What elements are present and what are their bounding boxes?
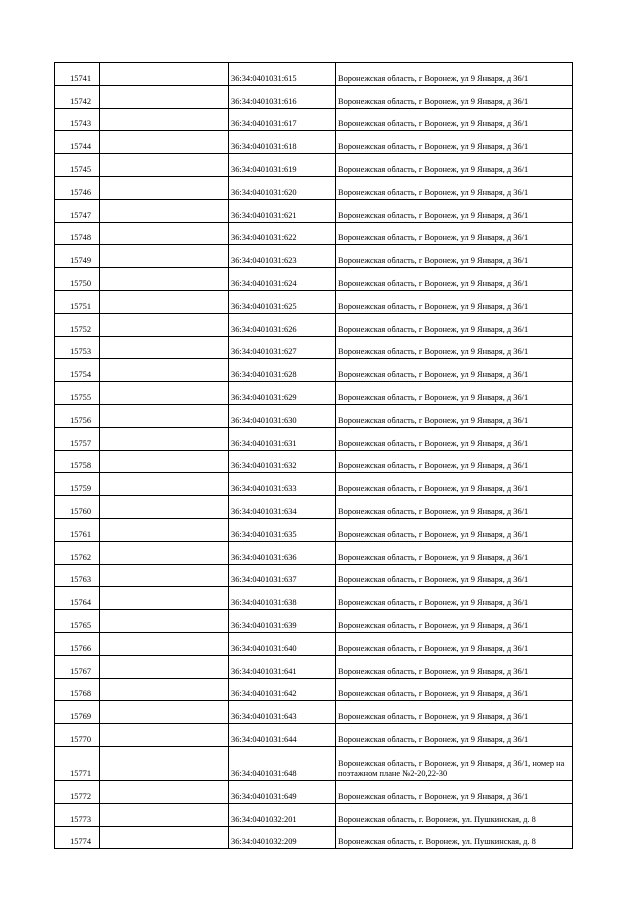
row-number-cell: 15761	[55, 518, 100, 541]
registry-table-body	[55, 63, 573, 849]
table-row	[55, 154, 573, 177]
cadastral-number-cell: 36:34:0401031:620	[229, 176, 336, 199]
table-row	[55, 746, 573, 780]
address-cell: Воронежская область, г Воронеж, ул 9 Января, д 36/1	[336, 176, 573, 199]
row-number-cell: 15749	[55, 245, 100, 268]
empty-cell	[100, 404, 229, 427]
address-cell: Воронежская область, г Воронеж, ул 9 Января, д 36/1	[336, 85, 573, 108]
empty-cell	[100, 222, 229, 245]
empty-cell	[100, 427, 229, 450]
address-cell: Воронежская область, г Воронеж, ул 9 Января, д 36/1	[336, 382, 573, 405]
table-row	[55, 780, 573, 803]
cadastral-number-cell: 36:34:0401031:648	[229, 746, 336, 780]
cadastral-number-cell: 36:34:0401031:618	[229, 131, 336, 154]
row-number-cell: 15768	[55, 678, 100, 701]
empty-cell	[100, 746, 229, 780]
cadastral-number-cell: 36:34:0401031:623	[229, 245, 336, 268]
row-number-cell: 15758	[55, 450, 100, 473]
row-number-cell: 15757	[55, 427, 100, 450]
cadastral-number-cell: 36:34:0401031:619	[229, 154, 336, 177]
row-number-cell: 15748	[55, 222, 100, 245]
cadastral-number-cell: 36:34:0401031:644	[229, 724, 336, 747]
table-row	[55, 290, 573, 313]
table-row	[55, 268, 573, 291]
cadastral-number-cell: 36:34:0401031:632	[229, 450, 336, 473]
empty-cell	[100, 268, 229, 291]
row-number-cell: 15756	[55, 404, 100, 427]
cadastral-number-cell: 36:34:0401031:630	[229, 404, 336, 427]
cadastral-number-cell: 36:34:0401031:625	[229, 290, 336, 313]
table-row	[55, 382, 573, 405]
cadastral-number-cell: 36:34:0401031:617	[229, 108, 336, 131]
table-row	[55, 199, 573, 222]
row-number-cell: 15745	[55, 154, 100, 177]
empty-cell	[100, 382, 229, 405]
table-row	[55, 313, 573, 336]
address-cell: Воронежская область, г. Воронеж, ул. Пушкинская, д. 8	[336, 826, 573, 849]
row-number-cell: 15769	[55, 701, 100, 724]
row-number-cell: 15759	[55, 473, 100, 496]
address-cell: Воронежская область, г Воронеж, ул 9 Января, д 36/1	[336, 587, 573, 610]
address-cell: Воронежская область, г Воронеж, ул 9 Января, д 36/1	[336, 541, 573, 564]
table-row	[55, 564, 573, 587]
cadastral-number-cell: 36:34:0401032:209	[229, 826, 336, 849]
address-cell: Воронежская область, г Воронеж, ул 9 Января, д 36/1, номер на поэтажном плане №2-20,22-30	[336, 746, 573, 780]
address-cell: Воронежская область, г Воронеж, ул 9 Января, д 36/1	[336, 359, 573, 382]
address-cell: Воронежская область, г Воронеж, ул 9 Января, д 36/1	[336, 108, 573, 131]
row-number-cell: 15750	[55, 268, 100, 291]
cadastral-number-cell: 36:34:0401031:628	[229, 359, 336, 382]
table-row	[55, 655, 573, 678]
row-number-cell: 15766	[55, 632, 100, 655]
cadastral-number-cell: 36:34:0401031:626	[229, 313, 336, 336]
address-cell: Воронежская область, г Воронеж, ул 9 Января, д 36/1	[336, 701, 573, 724]
table-row	[55, 222, 573, 245]
address-cell: Воронежская область, г Воронеж, ул 9 Января, д 36/1	[336, 655, 573, 678]
cadastral-number-cell: 36:34:0401031:643	[229, 701, 336, 724]
cadastral-number-cell: 36:34:0401032:201	[229, 803, 336, 826]
row-number-cell: 15741	[55, 63, 100, 86]
table-row	[55, 518, 573, 541]
empty-cell	[100, 564, 229, 587]
table-row	[55, 587, 573, 610]
empty-cell	[100, 587, 229, 610]
cadastral-number-cell: 36:34:0401031:629	[229, 382, 336, 405]
address-cell: Воронежская область, г Воронеж, ул 9 Января, д 36/1	[336, 724, 573, 747]
empty-cell	[100, 780, 229, 803]
table-row	[55, 826, 573, 849]
empty-cell	[100, 245, 229, 268]
table-row	[55, 610, 573, 633]
empty-cell	[100, 450, 229, 473]
row-number-cell: 15767	[55, 655, 100, 678]
cadastral-number-cell: 36:34:0401031:615	[229, 63, 336, 86]
address-cell: Воронежская область, г Воронеж, ул 9 Января, д 36/1	[336, 290, 573, 313]
row-number-cell: 15762	[55, 541, 100, 564]
address-cell: Воронежская область, г Воронеж, ул 9 Января, д 36/1	[336, 313, 573, 336]
cadastral-number-cell: 36:34:0401031:637	[229, 564, 336, 587]
row-number-cell: 15772	[55, 780, 100, 803]
address-cell: Воронежская область, г Воронеж, ул 9 Января, д 36/1	[336, 780, 573, 803]
address-cell: Воронежская область, г Воронеж, ул 9 Января, д 36/1	[336, 404, 573, 427]
empty-cell	[100, 632, 229, 655]
table-row	[55, 85, 573, 108]
address-cell: Воронежская область, г Воронеж, ул 9 Января, д 36/1	[336, 564, 573, 587]
empty-cell	[100, 131, 229, 154]
empty-cell	[100, 610, 229, 633]
cadastral-number-cell: 36:34:0401031:616	[229, 85, 336, 108]
cadastral-number-cell: 36:34:0401031:635	[229, 518, 336, 541]
empty-cell	[100, 473, 229, 496]
table-row	[55, 473, 573, 496]
empty-cell	[100, 85, 229, 108]
cadastral-number-cell: 36:34:0401031:621	[229, 199, 336, 222]
table-row	[55, 496, 573, 519]
table-row	[55, 131, 573, 154]
table-row	[55, 541, 573, 564]
empty-cell	[100, 290, 229, 313]
row-number-cell: 15743	[55, 108, 100, 131]
row-number-cell: 15755	[55, 382, 100, 405]
empty-cell	[100, 678, 229, 701]
table-row	[55, 803, 573, 826]
address-cell: Воронежская область, г Воронеж, ул 9 Января, д 36/1	[336, 610, 573, 633]
row-number-cell: 15770	[55, 724, 100, 747]
table-row	[55, 359, 573, 382]
table-row	[55, 245, 573, 268]
table-row	[55, 427, 573, 450]
empty-cell	[100, 108, 229, 131]
table-row	[55, 336, 573, 359]
cadastral-number-cell: 36:34:0401031:636	[229, 541, 336, 564]
empty-cell	[100, 63, 229, 86]
row-number-cell: 15753	[55, 336, 100, 359]
cadastral-number-cell: 36:34:0401031:641	[229, 655, 336, 678]
table-row	[55, 176, 573, 199]
address-cell: Воронежская область, г Воронеж, ул 9 Января, д 36/1	[336, 131, 573, 154]
table-row	[55, 632, 573, 655]
table-row	[55, 404, 573, 427]
address-cell: Воронежская область, г Воронеж, ул 9 Января, д 36/1	[336, 63, 573, 86]
cadastral-number-cell: 36:34:0401031:627	[229, 336, 336, 359]
row-number-cell: 15764	[55, 587, 100, 610]
empty-cell	[100, 724, 229, 747]
row-number-cell: 15771	[55, 746, 100, 780]
address-cell: Воронежская область, г. Воронеж, ул. Пушкинская, д. 8	[336, 803, 573, 826]
table-row	[55, 108, 573, 131]
empty-cell	[100, 176, 229, 199]
row-number-cell: 15744	[55, 131, 100, 154]
address-cell: Воронежская область, г Воронеж, ул 9 Января, д 36/1	[336, 245, 573, 268]
row-number-cell: 15773	[55, 803, 100, 826]
empty-cell	[100, 336, 229, 359]
address-cell: Воронежская область, г Воронеж, ул 9 Января, д 36/1	[336, 268, 573, 291]
cadastral-number-cell: 36:34:0401031:649	[229, 780, 336, 803]
row-number-cell: 15765	[55, 610, 100, 633]
row-number-cell: 15774	[55, 826, 100, 849]
row-number-cell: 15752	[55, 313, 100, 336]
table-row	[55, 701, 573, 724]
table-row	[55, 724, 573, 747]
empty-cell	[100, 701, 229, 724]
address-cell: Воронежская область, г Воронеж, ул 9 Января, д 36/1	[336, 450, 573, 473]
table-row	[55, 450, 573, 473]
empty-cell	[100, 655, 229, 678]
address-cell: Воронежская область, г Воронеж, ул 9 Января, д 36/1	[336, 199, 573, 222]
empty-cell	[100, 826, 229, 849]
cadastral-number-cell: 36:34:0401031:622	[229, 222, 336, 245]
address-cell: Воронежская область, г Воронеж, ул 9 Января, д 36/1	[336, 678, 573, 701]
row-number-cell: 15746	[55, 176, 100, 199]
cadastral-number-cell: 36:34:0401031:633	[229, 473, 336, 496]
empty-cell	[100, 803, 229, 826]
registry-table	[54, 62, 573, 849]
empty-cell	[100, 199, 229, 222]
row-number-cell: 15747	[55, 199, 100, 222]
cadastral-number-cell: 36:34:0401031:624	[229, 268, 336, 291]
empty-cell	[100, 313, 229, 336]
cadastral-number-cell: 36:34:0401031:642	[229, 678, 336, 701]
empty-cell	[100, 154, 229, 177]
row-number-cell: 15751	[55, 290, 100, 313]
address-cell: Воронежская область, г Воронеж, ул 9 Января, д 36/1	[336, 336, 573, 359]
cadastral-number-cell: 36:34:0401031:639	[229, 610, 336, 633]
address-cell: Воронежская область, г Воронеж, ул 9 Января, д 36/1	[336, 473, 573, 496]
row-number-cell: 15763	[55, 564, 100, 587]
address-cell: Воронежская область, г Воронеж, ул 9 Января, д 36/1	[336, 427, 573, 450]
cadastral-number-cell: 36:34:0401031:638	[229, 587, 336, 610]
empty-cell	[100, 541, 229, 564]
address-cell: Воронежская область, г Воронеж, ул 9 Января, д 36/1	[336, 518, 573, 541]
address-cell: Воронежская область, г Воронеж, ул 9 Января, д 36/1	[336, 222, 573, 245]
row-number-cell: 15754	[55, 359, 100, 382]
address-cell: Воронежская область, г Воронеж, ул 9 Января, д 36/1	[336, 154, 573, 177]
row-number-cell: 15760	[55, 496, 100, 519]
address-cell: Воронежская область, г Воронеж, ул 9 Января, д 36/1	[336, 496, 573, 519]
cadastral-number-cell: 36:34:0401031:640	[229, 632, 336, 655]
empty-cell	[100, 518, 229, 541]
table-row	[55, 678, 573, 701]
cadastral-number-cell: 36:34:0401031:634	[229, 496, 336, 519]
table-row	[55, 63, 573, 86]
empty-cell	[100, 496, 229, 519]
cadastral-number-cell: 36:34:0401031:631	[229, 427, 336, 450]
row-number-cell: 15742	[55, 85, 100, 108]
address-cell: Воронежская область, г Воронеж, ул 9 Января, д 36/1	[336, 632, 573, 655]
empty-cell	[100, 359, 229, 382]
